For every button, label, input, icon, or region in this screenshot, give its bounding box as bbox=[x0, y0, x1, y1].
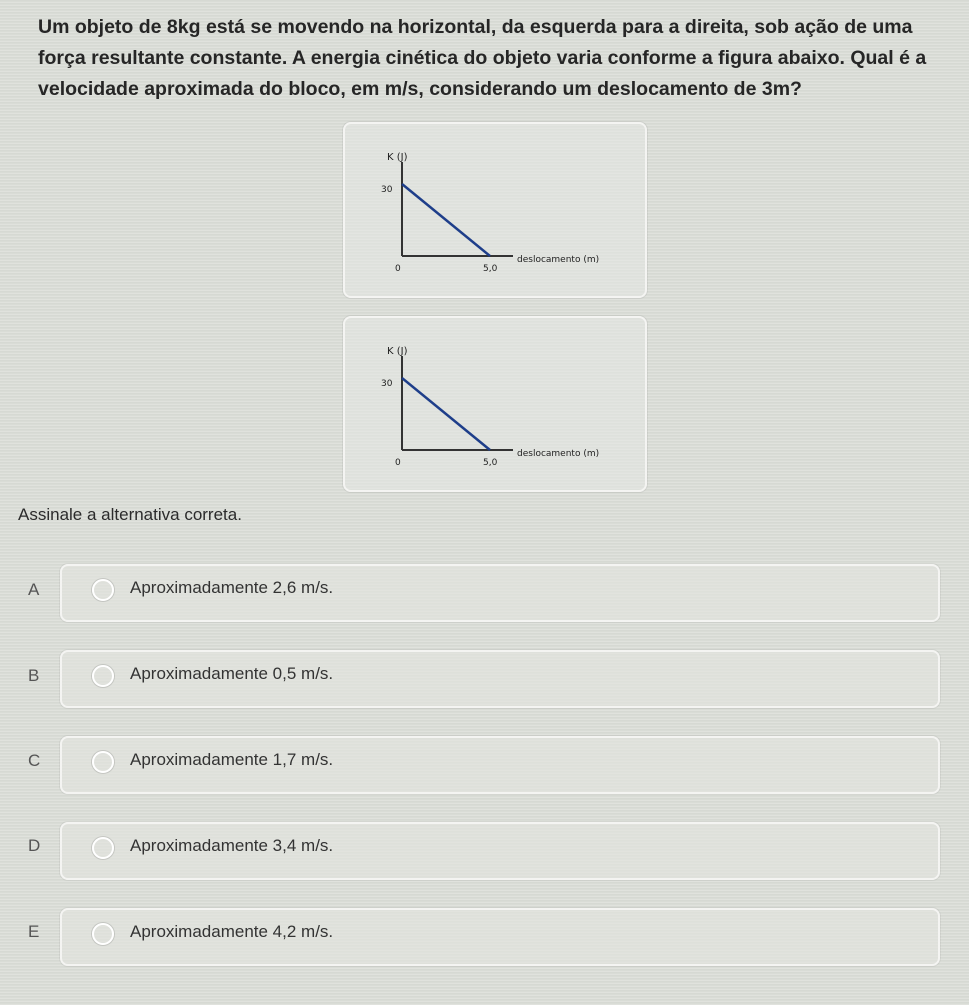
option-d[interactable] bbox=[60, 822, 940, 880]
question-text: Um objeto de 8kg está se movendo na horizontal, da esquerda para a direita, sob ação de uma força resultante constante. A energia cinética do objeto varia conforme a figura abaixo. Qual é a velocidade aproximada do bloco, em m/s, considerando um deslocamento de 3m? bbox=[38, 16, 927, 100]
x-tick-label-origin: 0 bbox=[395, 264, 401, 274]
figure-card-2 bbox=[343, 316, 647, 492]
energy-chart-2 bbox=[345, 318, 645, 490]
option-letter-b: B bbox=[28, 666, 40, 685]
option-e-text: Aproximadamente 4,2 m/s. bbox=[130, 922, 334, 941]
energy-chart-1 bbox=[345, 124, 645, 296]
y-axis-label: K (J) bbox=[387, 346, 408, 357]
option-d-text: Aproximadamente 3,4 m/s. bbox=[130, 836, 334, 855]
option-c[interactable] bbox=[60, 736, 940, 794]
x-tick-label-end: 5,0 bbox=[483, 264, 498, 274]
option-b-text: Aproximadamente 0,5 m/s. bbox=[130, 664, 334, 683]
option-b[interactable] bbox=[60, 650, 940, 708]
option-e[interactable] bbox=[60, 908, 940, 966]
x-axis-label: deslocamento (m) bbox=[517, 449, 600, 459]
instruction-text: Assinale a alternativa correta. bbox=[18, 505, 242, 524]
series-line bbox=[402, 184, 490, 256]
option-letter-c: C bbox=[28, 751, 41, 770]
option-a[interactable] bbox=[60, 564, 940, 622]
x-axis-label: deslocamento (m) bbox=[517, 255, 600, 265]
y-tick-label: 30 bbox=[381, 185, 393, 195]
series-line bbox=[402, 378, 490, 450]
radio-circle-icon[interactable] bbox=[92, 665, 114, 687]
figure-card-1 bbox=[343, 122, 647, 298]
option-c-text: Aproximadamente 1,7 m/s. bbox=[130, 750, 334, 769]
option-letter-d: D bbox=[28, 836, 41, 855]
option-letter-a: A bbox=[28, 580, 40, 599]
option-letter-e: E bbox=[28, 922, 40, 941]
radio-circle-icon[interactable] bbox=[92, 837, 114, 859]
radio-circle-icon[interactable] bbox=[92, 923, 114, 945]
option-a-text: Aproximadamente 2,6 m/s. bbox=[130, 578, 334, 597]
y-axis-label: K (J) bbox=[387, 152, 408, 163]
radio-circle-icon[interactable] bbox=[92, 751, 114, 773]
y-tick-label: 30 bbox=[381, 379, 393, 389]
x-tick-label-end: 5,0 bbox=[483, 458, 498, 468]
x-tick-label-origin: 0 bbox=[395, 458, 401, 468]
radio-circle-icon[interactable] bbox=[92, 579, 114, 601]
